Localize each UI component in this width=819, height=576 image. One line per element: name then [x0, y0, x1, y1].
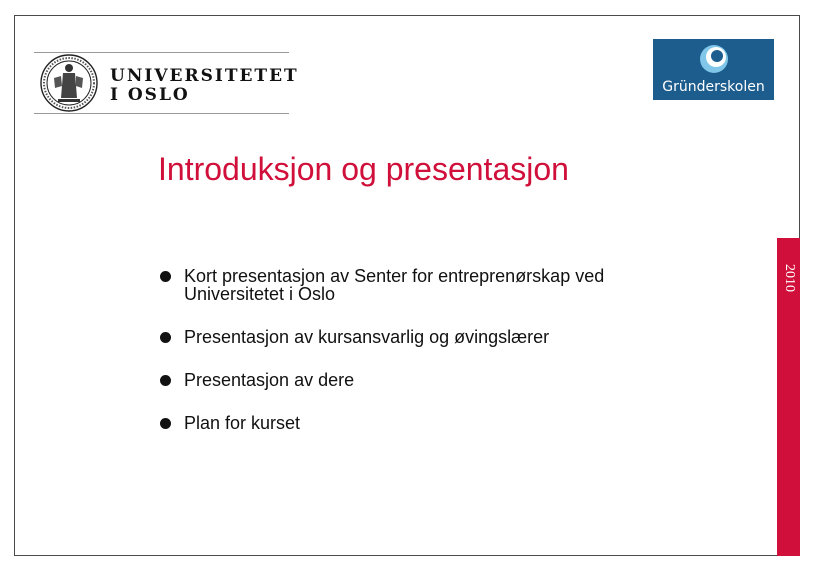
uio-wordmark-line2: I OSLO [110, 85, 190, 105]
bullet-list [160, 267, 604, 457]
bullet-dot-icon [160, 332, 171, 343]
slide-title: Introduksjon og presentasjon [158, 151, 569, 187]
bullet-dot-icon [160, 271, 171, 282]
bullet-text: Plan for kurset [184, 413, 301, 433]
uio-wordmark-line1: UNIVERSITETET [110, 66, 299, 86]
bullet-item [160, 328, 604, 346]
bullet-dot-icon [160, 375, 171, 386]
bullet-text: Presentasjon av kursansvarlig og øvingslærer [184, 327, 550, 347]
grunderskolen-logo-text: Gründerskolen [662, 79, 765, 95]
bullet-text-continued: Universitetet i Oslo [184, 284, 336, 304]
bullet-item [160, 371, 604, 389]
bullet-dot-icon [160, 418, 171, 429]
uio-seal-icon [36, 52, 102, 114]
logo-divider-bottom [34, 113, 289, 114]
bullet-text: Kort presentasjon av Senter for entreprenørskap ved [184, 266, 605, 286]
uio-logo [34, 52, 299, 115]
uio-wordmark [110, 67, 299, 105]
bullet-item [160, 414, 604, 432]
grunderskolen-swirl-icon [698, 43, 730, 75]
bullet-item [160, 267, 604, 303]
year-label: 2010 [782, 264, 797, 292]
grunderskolen-logo [653, 39, 774, 100]
bullet-text: Presentasjon av dere [184, 370, 355, 390]
